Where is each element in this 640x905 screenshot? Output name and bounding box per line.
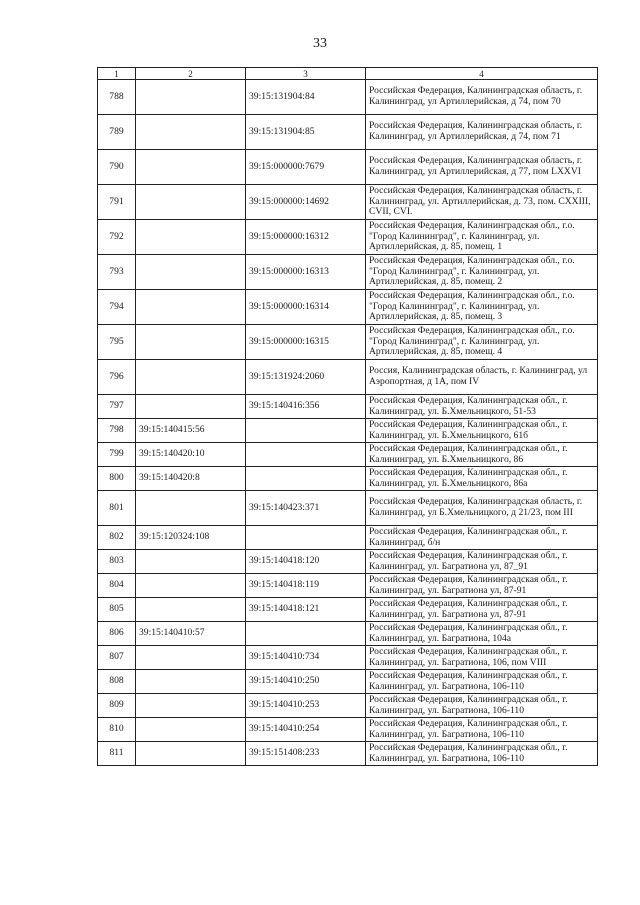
cadastral-number-col2-cell	[136, 395, 246, 419]
cadastral-number-col2-cell	[136, 150, 246, 185]
cadastral-number-col3-cell: 39:15:000000:16312	[246, 220, 366, 255]
address-cell: Российская Федерация, Калининградская обл., г. Калининград, ул. Багратиона ул, 87-91	[366, 598, 598, 622]
cadastral-number-col3-cell: 39:15:000000:16315	[246, 325, 366, 360]
row-number-cell: 808	[98, 670, 136, 694]
cadastral-number-col2-cell	[136, 574, 246, 598]
cadastral-number-col2-cell	[136, 670, 246, 694]
table-row	[98, 290, 598, 325]
page-number: 33	[313, 36, 327, 51]
row-number-cell: 807	[98, 646, 136, 670]
table-row	[98, 325, 598, 360]
row-number-cell: 791	[98, 185, 136, 220]
address-cell: Российская Федерация, Калининградская обл., г.о. "Город Калининград", г. Калининград, ул. Артиллерийская, д. 85, помещ. 1	[366, 220, 598, 255]
cadastral-number-col2-cell	[136, 742, 246, 766]
cadastral-number-col2-cell	[136, 255, 246, 290]
address-cell: Российская Федерация, Калининградская обл., г. Калининград, ул. Багратиона ул, 87-91	[366, 574, 598, 598]
address-cell: Российская Федерация, Калининградская обл., г.о. "Город Калининград", г. Калининград, ул. Артиллерийская, д. 85, помещ. 3	[366, 290, 598, 325]
cadastral-number-col2-cell: 39:15:140410:57	[136, 622, 246, 646]
column-header: 1	[98, 68, 136, 80]
table-row	[98, 491, 598, 526]
row-number-cell: 809	[98, 694, 136, 718]
row-number-cell: 796	[98, 360, 136, 395]
cadastral-number-col2-cell	[136, 598, 246, 622]
cadastral-number-col3-cell: 39:15:140423:371	[246, 491, 366, 526]
cadastral-number-col3-cell: 39:15:000000:14692	[246, 185, 366, 220]
address-cell: Россия, Калининградская область, г. Калининград, ул Аэропортная, д 1А, пом IV	[366, 360, 598, 395]
cadastral-number-col2-cell: 39:15:140420:10	[136, 443, 246, 467]
table-row	[98, 443, 598, 467]
registry-table	[97, 67, 598, 766]
cadastral-number-col2-cell	[136, 491, 246, 526]
address-cell: Российская Федерация, Калининградская обл., г. Калининград, ул. Багратиона, 106-110	[366, 742, 598, 766]
address-cell: Российская Федерация, Калининградская область, г. Калининград, ул Артиллерийская, д 74, пом 71	[366, 115, 598, 150]
row-number-cell: 811	[98, 742, 136, 766]
address-cell: Российская Федерация, Калининградская обл., г. Калининград, ул. Б.Хмельницкого, 51-53	[366, 395, 598, 419]
row-number-cell: 795	[98, 325, 136, 360]
table-row	[98, 574, 598, 598]
cadastral-number-col3-cell: 39:15:000000:16314	[246, 290, 366, 325]
table-row	[98, 467, 598, 491]
row-number-cell: 805	[98, 598, 136, 622]
cadastral-number-col2-cell: 39:15:120324:108	[136, 526, 246, 550]
table-row	[98, 742, 598, 766]
cadastral-number-col3-cell: 39:15:140410:250	[246, 670, 366, 694]
table-row	[98, 694, 598, 718]
row-number-cell: 801	[98, 491, 136, 526]
cadastral-number-col2-cell	[136, 360, 246, 395]
table-row	[98, 550, 598, 574]
row-number-cell: 799	[98, 443, 136, 467]
row-number-cell: 802	[98, 526, 136, 550]
cadastral-number-col3-cell: 39:15:140410:734	[246, 646, 366, 670]
table-row	[98, 395, 598, 419]
address-cell: Российская Федерация, Калининградская обл., г. Калининград, ул. Багратиона, 106, пом VIII	[366, 646, 598, 670]
cadastral-number-col2-cell	[136, 80, 246, 115]
table-row	[98, 622, 598, 646]
table-row	[98, 718, 598, 742]
cadastral-number-col3-cell: 39:15:000000:7679	[246, 150, 366, 185]
table-row	[98, 80, 598, 115]
table-row	[98, 646, 598, 670]
cadastral-number-col3-cell	[246, 526, 366, 550]
address-cell: Российская Федерация, Калининградская обл., г.о. "Город Калининград", г. Калининград, ул. Артиллерийская, д. 85, помещ. 2	[366, 255, 598, 290]
row-number-cell: 790	[98, 150, 136, 185]
table-header-row	[98, 68, 598, 80]
address-cell: Российская Федерация, Калининградская обл., г. Калининград, ул. Багратиона, 104а	[366, 622, 598, 646]
cadastral-number-col2-cell	[136, 290, 246, 325]
cadastral-number-col3-cell: 39:15:000000:16313	[246, 255, 366, 290]
address-cell: Российская Федерация, Калининградская область, г. Калининград, ул Артиллерийская, д 74, пом 70	[366, 80, 598, 115]
address-cell: Российская Федерация, Калининградская область, г. Калининград, ул Артиллерийская, д 77, пом LXXVI	[366, 150, 598, 185]
table-row	[98, 670, 598, 694]
table-row	[98, 115, 598, 150]
cadastral-number-col2-cell: 39:15:140420:8	[136, 467, 246, 491]
address-cell: Российская Федерация, Калининградская обл., г. Калининград, ул. Б.Хмельницкого, 86	[366, 443, 598, 467]
cadastral-number-col3-cell: 39:15:140418:119	[246, 574, 366, 598]
row-number-cell: 788	[98, 80, 136, 115]
column-header: 3	[246, 68, 366, 80]
address-cell: Российская Федерация, Калининградская область, г. Калининград, ул. Артиллерийская, д. 73, пом. CXXIII, CVII, CVI.	[366, 185, 598, 220]
address-cell: Российская Федерация, Калининградская обл., г. Калининград, ул. Б.Хмельницкого, 61б	[366, 419, 598, 443]
row-number-cell: 793	[98, 255, 136, 290]
table-row	[98, 360, 598, 395]
table-row	[98, 220, 598, 255]
row-number-cell: 803	[98, 550, 136, 574]
address-cell: Российская Федерация, Калининградская обл., г. Калининград, б/н	[366, 526, 598, 550]
table-body	[98, 80, 598, 766]
cadastral-number-col3-cell: 39:15:140418:120	[246, 550, 366, 574]
address-cell: Российская Федерация, Калининградская обл., г. Калининград, ул. Багратиона, 106-110	[366, 718, 598, 742]
cadastral-number-col2-cell	[136, 646, 246, 670]
cadastral-number-col2-cell	[136, 718, 246, 742]
row-number-cell: 806	[98, 622, 136, 646]
row-number-cell: 800	[98, 467, 136, 491]
table-row	[98, 255, 598, 290]
row-number-cell: 789	[98, 115, 136, 150]
cadastral-number-col2-cell: 39:15:140415:56	[136, 419, 246, 443]
cadastral-number-col3-cell: 39:15:131924:2060	[246, 360, 366, 395]
cadastral-number-col2-cell	[136, 220, 246, 255]
cadastral-number-col3-cell	[246, 443, 366, 467]
address-cell: Российская Федерация, Калининградская обл., г. Калининград, ул. Багратиона, 106-110	[366, 694, 598, 718]
cadastral-number-col2-cell	[136, 550, 246, 574]
address-cell: Российская Федерация, Калининградская область, г. Калининград, ул Б.Хмельницкого, д 21/23, пом III	[366, 491, 598, 526]
row-number-cell: 810	[98, 718, 136, 742]
cadastral-number-col2-cell	[136, 694, 246, 718]
table-row	[98, 598, 598, 622]
table-row	[98, 150, 598, 185]
row-number-cell: 797	[98, 395, 136, 419]
cadastral-number-col3-cell: 39:15:140418:121	[246, 598, 366, 622]
cadastral-number-col3-cell: 39:15:131904:84	[246, 80, 366, 115]
address-cell: Российская Федерация, Калининградская обл., г.о. "Город Калининград", г. Калининград, ул. Артиллерийская, д. 85, помещ. 4	[366, 325, 598, 360]
cadastral-number-col3-cell: 39:15:140416:356	[246, 395, 366, 419]
cadastral-number-col2-cell	[136, 115, 246, 150]
cadastral-number-col3-cell	[246, 622, 366, 646]
cadastral-number-col3-cell: 39:15:131904:85	[246, 115, 366, 150]
table-row	[98, 526, 598, 550]
table-row	[98, 185, 598, 220]
row-number-cell: 804	[98, 574, 136, 598]
row-number-cell: 798	[98, 419, 136, 443]
address-cell: Российская Федерация, Калининградская обл., г. Калининград, ул. Багратиона, 106-110	[366, 670, 598, 694]
cadastral-number-col2-cell	[136, 185, 246, 220]
address-cell: Российская Федерация, Калининградская обл., г. Калининград, ул. Б.Хмельницкого, 86а	[366, 467, 598, 491]
cadastral-number-col2-cell	[136, 325, 246, 360]
cadastral-number-col3-cell: 39:15:151408:233	[246, 742, 366, 766]
cadastral-number-col3-cell: 39:15:140410:254	[246, 718, 366, 742]
row-number-cell: 792	[98, 220, 136, 255]
cadastral-number-col3-cell	[246, 467, 366, 491]
cadastral-number-col3-cell	[246, 419, 366, 443]
column-header: 2	[136, 68, 246, 80]
cadastral-number-col3-cell: 39:15:140410:253	[246, 694, 366, 718]
address-cell: Российская Федерация, Калининградская обл., г. Калининград, ул. Багратиона ул, 87_91	[366, 550, 598, 574]
table-row	[98, 419, 598, 443]
column-header: 4	[366, 68, 598, 80]
row-number-cell: 794	[98, 290, 136, 325]
